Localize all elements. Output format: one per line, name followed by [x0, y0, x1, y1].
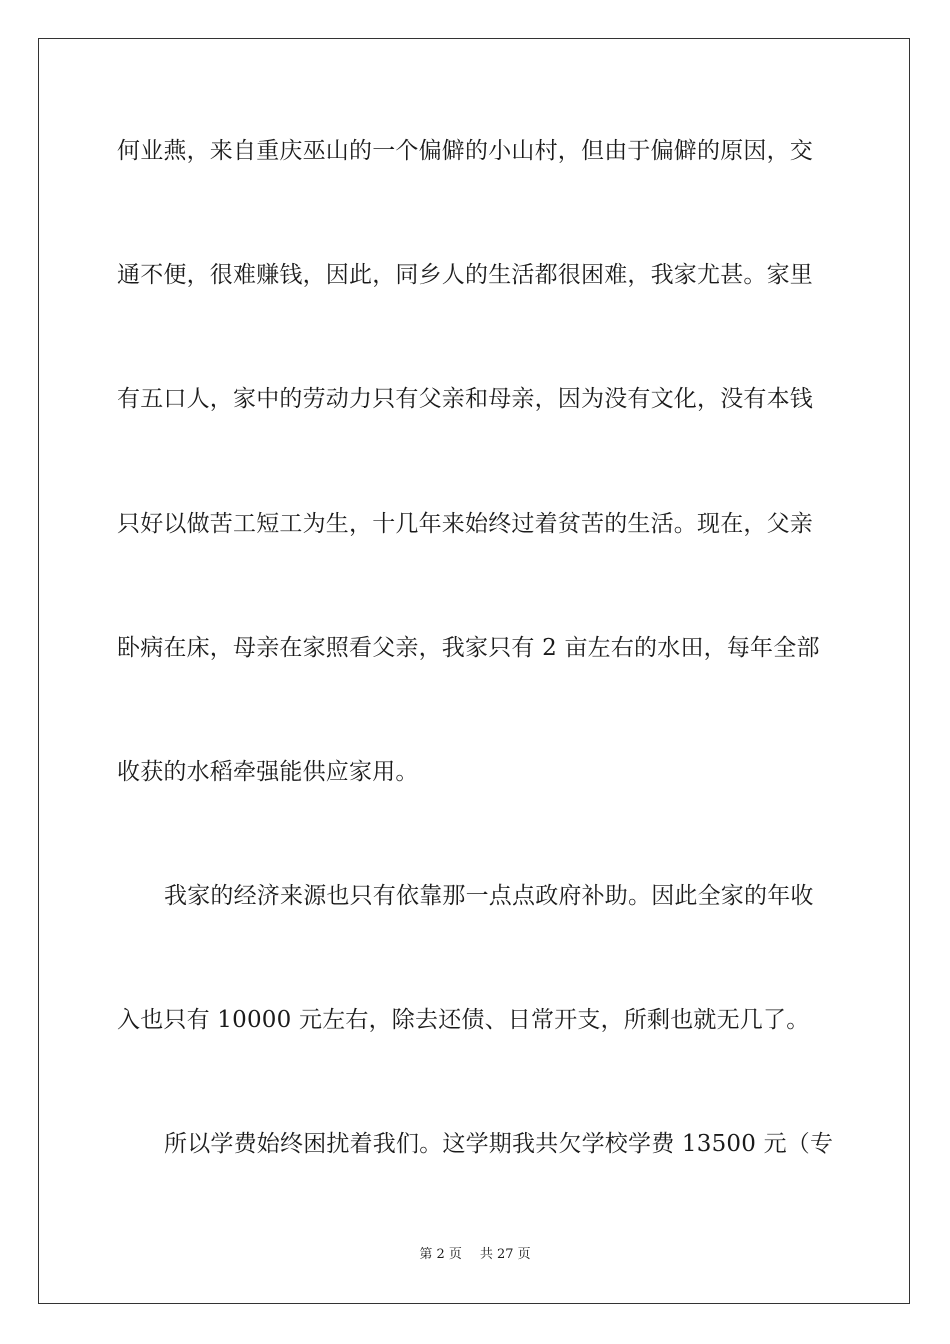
- page-number: 第 2 页: [419, 1247, 462, 1262]
- body-line-7: 我家的经济来源也只有依靠那一点点政府补助。因此全家的年收: [164, 883, 814, 909]
- page-footer: [0, 1246, 950, 1264]
- body-line-9: 所以学费始终困扰着我们。这学期我共欠学校学费 13500 元（专: [164, 1131, 834, 1157]
- body-line-8: 入也只有 10000 元左右，除去还债、日常开支，所剩也就无几了。: [117, 1007, 810, 1033]
- body-line-6: 收获的水稻牵强能供应家用。: [117, 759, 419, 785]
- body-line-4: 只好以做苦工短工为生，十几年来始终过着贫苦的生活。现在，父亲: [117, 511, 813, 537]
- body-line-3: 有五口人，家中的劳动力只有父亲和母亲，因为没有文化，没有本钱: [117, 386, 813, 412]
- body-line-2: 通不便，很难赚钱，因此，同乡人的生活都很困难，我家尤甚。家里: [117, 262, 813, 288]
- page-border: [38, 38, 910, 1304]
- body-line-5: 卧病在床，母亲在家照看父亲，我家只有 2 亩左右的水田，每年全部: [117, 635, 820, 661]
- page-total: 共 27 页: [479, 1247, 531, 1262]
- body-line-1: 何业燕，来自重庆巫山的一个偏僻的小山村，但由于偏僻的原因，交: [117, 138, 813, 164]
